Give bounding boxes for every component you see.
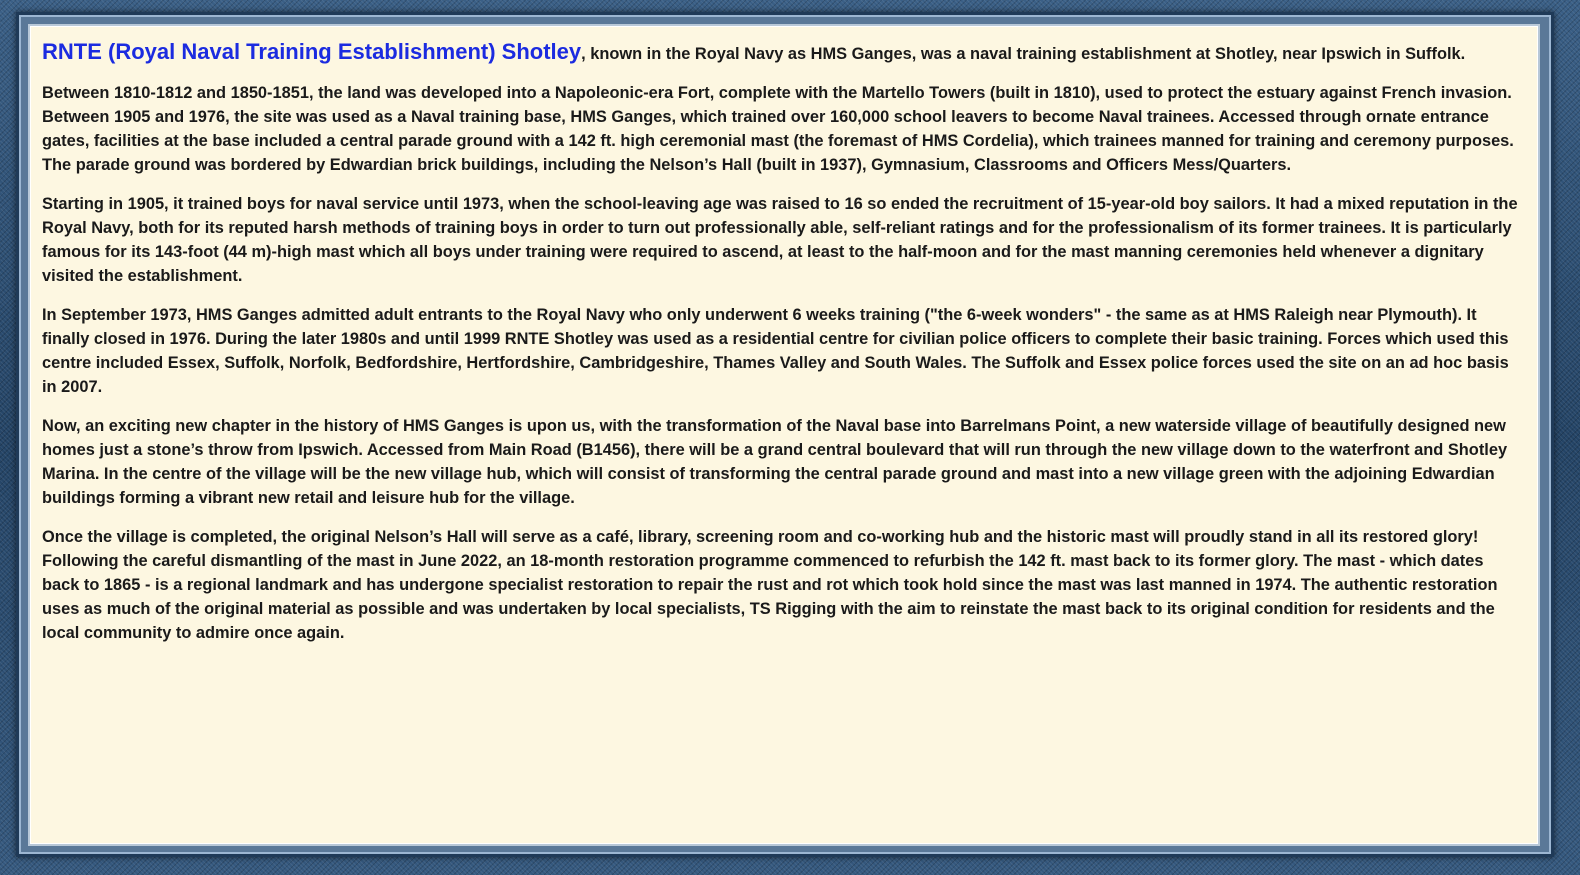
intro-paragraph: [42, 40, 1522, 66]
paragraph-mast-restoration: Once the village is completed, the original Nelson’s Hall will serve as a café, library, screening room and co-working hub and the historic mast will proudly stand in all its restored glory! Following the careful dismantling of the mast in June 2022, an 18-month restoration programme commenced to refurbish the 142 ft. mast back to its former glory. The mast - which dates back to 1865 - is a regional landmark and has undergone specialist restoration to repair the rust and rot which took hold since the mast was last manned in 1974. The authentic restoration uses as much of the original material as possible and was undertaken by local specialists, TS Rigging with the aim to reinstate the mast back to its original condition for residents and the local community to admire once again.: [42, 528, 1498, 642]
paragraph-training: Starting in 1905, it trained boys for naval service until 1973, when the school-leaving age was raised to 16 so ended the recruitment of 15-year-old boy sailors. It had a mixed reputation in the Royal Navy, both for its reputed harsh methods of training boys in order to turn out professionally able, self-reliant ratings and for the professionalism of its former trainees. It is particularly famous for its 143-foot (44 m)-high mast which all boys under training were required to ascend, at least to the half-moon and for the mast manning ceremonies held whenever a dignitary visited the establishment.: [42, 195, 1518, 285]
paragraph-new-chapter: Now, an exciting new chapter in the history of HMS Ganges is upon us, with the transformation of the Naval base into Barrelmans Point, a new waterside village of beautifully designed new homes just a stone’s throw from Ipswich. Accessed from Main Road (B1456), there will be a grand central boulevard that will run through the new village down to the waterfront and Shotley Marina. In the centre of the village will be the new village hub, which will consist of transforming the central parade ground and mast into a new village green with the adjoining Edwardian buildings forming a vibrant new retail and leisure hub for the village.: [42, 417, 1508, 507]
paragraph-closure: In September 1973, HMS Ganges admitted adult entrants to the Royal Navy who only underwent 6 weeks training ("the 6-week wonders" - the same as at HMS Raleigh near Plymouth). It finally closed in 1976. During the later 1980s and until 1999 RNTE Shotley was used as a residential centre for civilian police officers to complete their basic training. Forces which used this centre included Essex, Suffolk, Norfolk, Bedfordshire, Hertfordshire, Cambridgeshire, Thames Valley and South Wales. The Suffolk and Essex police forces used the site on an ad hoc basis in 2007.: [42, 306, 1509, 396]
text-panel: [28, 24, 1540, 846]
intro-text: , known in the Royal Navy as HMS Ganges, was a naval training establishment at Shotley, near Ipswich in Suffolk.: [581, 45, 1466, 63]
page-title: RNTE (Royal Naval Training Establishment) Shotley: [42, 39, 582, 64]
paragraph-history: Between 1810-1812 and 1850-1851, the land was developed into a Napoleonic-era Fort, complete with the Martello Towers (built in 1810), used to protect the estuary against French invasion. Between 1905 and 1976, the site was used as a Naval training base, HMS Ganges, which trained over 160,000 school leavers to become Naval trainees. Accessed through ornate entrance gates, facilities at the base included a central parade ground with a 142 ft. high ceremonial mast (the foremast of HMS Cordelia), which trainees manned for training and ceremony purposes. The parade ground was bordered by Edwardian brick buildings, including the Nelson’s Hall (built in 1937), Gymnasium, Classrooms and Officers Mess/Quarters.: [42, 84, 1514, 174]
